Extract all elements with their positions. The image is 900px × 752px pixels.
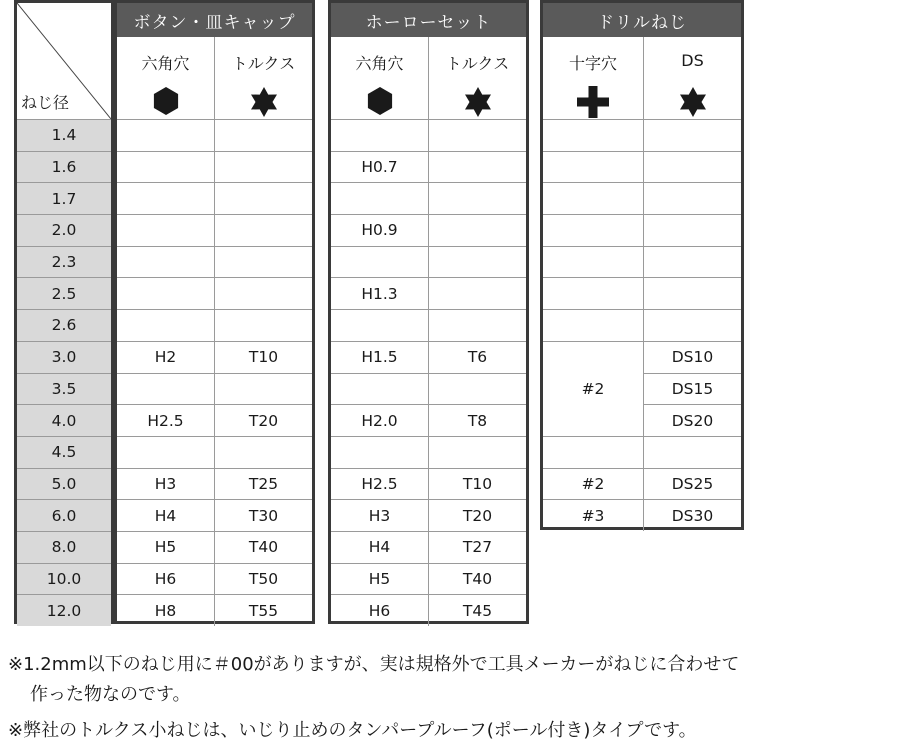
merge-border-cover (543, 404, 643, 406)
size-value: 2.0 (51, 221, 77, 240)
size-row (17, 246, 111, 278)
phillips-size-cell (543, 183, 644, 214)
hex-size-cell (331, 437, 429, 468)
size-value: 2.3 (51, 253, 77, 272)
size-row (17, 341, 111, 373)
table-row (543, 214, 741, 246)
hex-size-cell (331, 247, 429, 278)
column-label: トルクス (231, 54, 296, 73)
column-label: トルクス (445, 54, 510, 73)
table-row (331, 246, 526, 278)
phillips-size-cell: #2 (543, 469, 644, 500)
table-row (543, 499, 741, 531)
size-value: 6.0 (51, 506, 77, 525)
hex-size-cell: H5 (117, 532, 215, 563)
size-row (17, 214, 111, 246)
hex-size-cell: H0.9 (331, 215, 429, 246)
phillips-cross-icon (576, 85, 610, 123)
torx-size-cell: T40 (462, 569, 493, 588)
torx-size-cell: T27 (462, 538, 493, 557)
hex-size-cell (331, 183, 429, 214)
hex-size-cell: H1.5 (331, 342, 429, 373)
table-row (331, 499, 526, 531)
hex-size-cell: H3 (331, 500, 429, 531)
table-row (331, 119, 526, 151)
table-row (117, 151, 312, 183)
table-body (331, 119, 526, 626)
size-row (17, 531, 111, 563)
size-value: 12.0 (46, 601, 82, 620)
torx-size-cell (429, 152, 526, 183)
hex-size-cell (117, 183, 215, 214)
size-row (17, 277, 111, 309)
torx-size-cell: T6 (467, 348, 488, 367)
hex-size-cell: H1.3 (331, 278, 429, 309)
hexagon-icon (364, 85, 396, 121)
table-row (117, 373, 312, 405)
table-row (543, 119, 741, 151)
size-value: 8.0 (51, 538, 77, 557)
table-row (543, 277, 741, 309)
group-title: ドリルねじ (543, 3, 741, 37)
column-header-hex (331, 37, 429, 119)
phillips-size-merged-cell: #2 (543, 342, 644, 437)
torx-star-icon (247, 85, 281, 123)
phillips-size-cell (543, 152, 644, 183)
size-list (17, 119, 111, 626)
table-row (543, 182, 741, 214)
size-value: 1.4 (51, 126, 77, 145)
group-title: ホーローセット (331, 3, 526, 37)
note-line-1: ※1.2mm以下のねじ用に＃00がありますが、実は規格外で工具メーカーがねじに合わせて (8, 654, 740, 675)
hex-size-cell: H2 (117, 342, 215, 373)
size-value: 3.0 (51, 348, 77, 367)
group-title: ボタン・皿キャップ (117, 3, 312, 37)
size-row (17, 119, 111, 151)
ds-size-cell (644, 278, 741, 309)
ds-size-cell (644, 183, 741, 214)
torx-size-cell: T20 (462, 506, 493, 525)
table-row (117, 119, 312, 151)
phillips-size-cell (543, 247, 644, 278)
ds-size-cell: DS30 (671, 506, 714, 525)
hex-size-cell: H0.7 (331, 152, 429, 183)
torx-size-cell: T55 (248, 601, 279, 620)
hex-size-cell (331, 310, 429, 341)
table-row (331, 436, 526, 468)
table-row (117, 246, 312, 278)
torx-size-cell (429, 120, 526, 151)
table-row (543, 436, 741, 468)
table-row (331, 277, 526, 309)
torx-size-cell (429, 437, 526, 468)
size-value: 1.6 (51, 158, 77, 177)
hex-size-cell (331, 374, 429, 405)
phillips-size-cell: #3 (543, 500, 644, 531)
torx-size-cell: T10 (462, 474, 493, 493)
hex-size-cell (117, 152, 215, 183)
torx-size-cell (429, 247, 526, 278)
torx-size-cell: T25 (248, 474, 279, 493)
table-row (331, 214, 526, 246)
torx-size-cell (215, 120, 312, 151)
size-row (17, 563, 111, 595)
hex-size-cell: H3 (117, 469, 215, 500)
table-row (331, 309, 526, 341)
ds-size-cell (644, 120, 741, 151)
torx-size-cell (215, 278, 312, 309)
table-row (331, 594, 526, 626)
ds-size-cell: DS15 (671, 379, 714, 398)
table-row (331, 531, 526, 563)
size-row (17, 468, 111, 500)
ds-size-cell: DS25 (671, 474, 714, 493)
column-header-hex (117, 37, 215, 119)
hex-size-cell (117, 278, 215, 309)
torx-size-cell (429, 215, 526, 246)
size-value: 3.5 (51, 379, 77, 398)
torx-size-cell (215, 310, 312, 341)
size-value: 4.0 (51, 411, 77, 430)
phillips-size-cell (543, 310, 644, 341)
table-row (331, 468, 526, 500)
column-header-torx (215, 37, 312, 119)
hex-size-cell: H2.5 (331, 469, 429, 500)
ds-star-icon (676, 85, 710, 123)
ds-size-cell: DS10 (671, 348, 714, 367)
ds-size-cell (644, 247, 741, 278)
size-column (14, 0, 114, 624)
table-row (331, 563, 526, 595)
torx-size-cell: T30 (248, 506, 279, 525)
torx-size-cell (215, 152, 312, 183)
table-row (331, 341, 526, 373)
hex-size-cell: H5 (331, 564, 429, 595)
corner-cell (17, 3, 111, 119)
ds-size-cell (644, 215, 741, 246)
note-line-2: 作った物なのです。 (30, 684, 191, 705)
ds-size-cell (644, 437, 741, 468)
hex-size-cell (117, 215, 215, 246)
table-row (331, 151, 526, 183)
phillips-size-cell (543, 215, 644, 246)
hex-size-cell: H2.5 (117, 405, 215, 436)
hexagon-icon (150, 85, 182, 121)
table-row (117, 594, 312, 626)
phillips-size-cell (543, 120, 644, 151)
ds-size-cell: DS20 (671, 411, 714, 430)
torx-size-cell: T20 (248, 411, 279, 430)
table-row (117, 531, 312, 563)
size-row (17, 499, 111, 531)
column-label: DS (681, 51, 704, 70)
size-row (17, 182, 111, 214)
column-header-phillips (543, 37, 644, 119)
torx-size-cell: T40 (248, 538, 279, 557)
hex-size-cell: H4 (331, 532, 429, 563)
table-row (117, 277, 312, 309)
hex-size-cell (117, 310, 215, 341)
size-header: ねじ径 (21, 93, 70, 112)
table-row (331, 404, 526, 436)
column-label: 六角穴 (355, 54, 404, 73)
hex-size-cell (331, 120, 429, 151)
ds-size-cell (644, 152, 741, 183)
torx-size-cell (215, 437, 312, 468)
ds-size-cell (644, 310, 741, 341)
table-row (117, 404, 312, 436)
table-row (331, 373, 526, 405)
table-drill-screw (540, 0, 744, 530)
torx-size-cell (215, 215, 312, 246)
merge-border-cover (543, 373, 643, 375)
table-row (117, 182, 312, 214)
hex-size-cell: H6 (117, 564, 215, 595)
size-row (17, 373, 111, 405)
table-row (543, 246, 741, 278)
hex-size-cell (117, 120, 215, 151)
table-row (543, 468, 741, 500)
size-value: 2.5 (51, 284, 77, 303)
table-row (117, 341, 312, 373)
torx-size-cell: T8 (467, 411, 488, 430)
torx-size-cell (429, 278, 526, 309)
torx-size-cell: T50 (248, 569, 279, 588)
size-row (17, 151, 111, 183)
hex-size-cell: H8 (117, 595, 215, 626)
torx-size-cell (429, 374, 526, 405)
size-value: 5.0 (51, 474, 77, 493)
table-row (117, 563, 312, 595)
torx-size-cell (429, 310, 526, 341)
hex-size-cell (117, 437, 215, 468)
column-label: 六角穴 (141, 54, 190, 73)
hex-size-cell (117, 374, 215, 405)
column-label: 十字穴 (568, 54, 617, 73)
size-row (17, 594, 111, 626)
table-row (117, 214, 312, 246)
table-row (117, 499, 312, 531)
size-value: 2.6 (51, 316, 77, 335)
note-line-3: ※弊社のトルクス小ねじは、いじり止めのタンパープルーフ(ポール付き)タイプです。 (8, 720, 697, 741)
table-row (117, 309, 312, 341)
table-hollow-set (328, 0, 529, 624)
torx-size-cell (215, 183, 312, 214)
table-button-countersunk-cap (114, 0, 315, 624)
table-row (117, 468, 312, 500)
size-value: 1.7 (51, 189, 77, 208)
column-header-ds (644, 37, 741, 119)
torx-star-icon (461, 85, 495, 123)
hex-size-cell: H4 (117, 500, 215, 531)
table-row (331, 182, 526, 214)
torx-size-cell: T45 (462, 601, 493, 620)
hex-size-cell: H2.0 (331, 405, 429, 436)
table-row (543, 151, 741, 183)
size-row (17, 309, 111, 341)
column-header-torx (429, 37, 526, 119)
size-row (17, 404, 111, 436)
phillips-size-cell (543, 437, 644, 468)
size-value: 10.0 (46, 569, 82, 588)
torx-size-cell (215, 374, 312, 405)
size-row (17, 436, 111, 468)
table-body (543, 119, 741, 531)
torx-size-cell: T10 (248, 348, 279, 367)
torx-size-cell (429, 183, 526, 214)
torx-size-cell (215, 247, 312, 278)
size-value: 4.5 (51, 443, 77, 462)
table-row (543, 309, 741, 341)
table-row (117, 436, 312, 468)
hex-size-cell (117, 247, 215, 278)
table-body (117, 119, 312, 626)
phillips-size-cell (543, 278, 644, 309)
hex-size-cell: H6 (331, 595, 429, 626)
